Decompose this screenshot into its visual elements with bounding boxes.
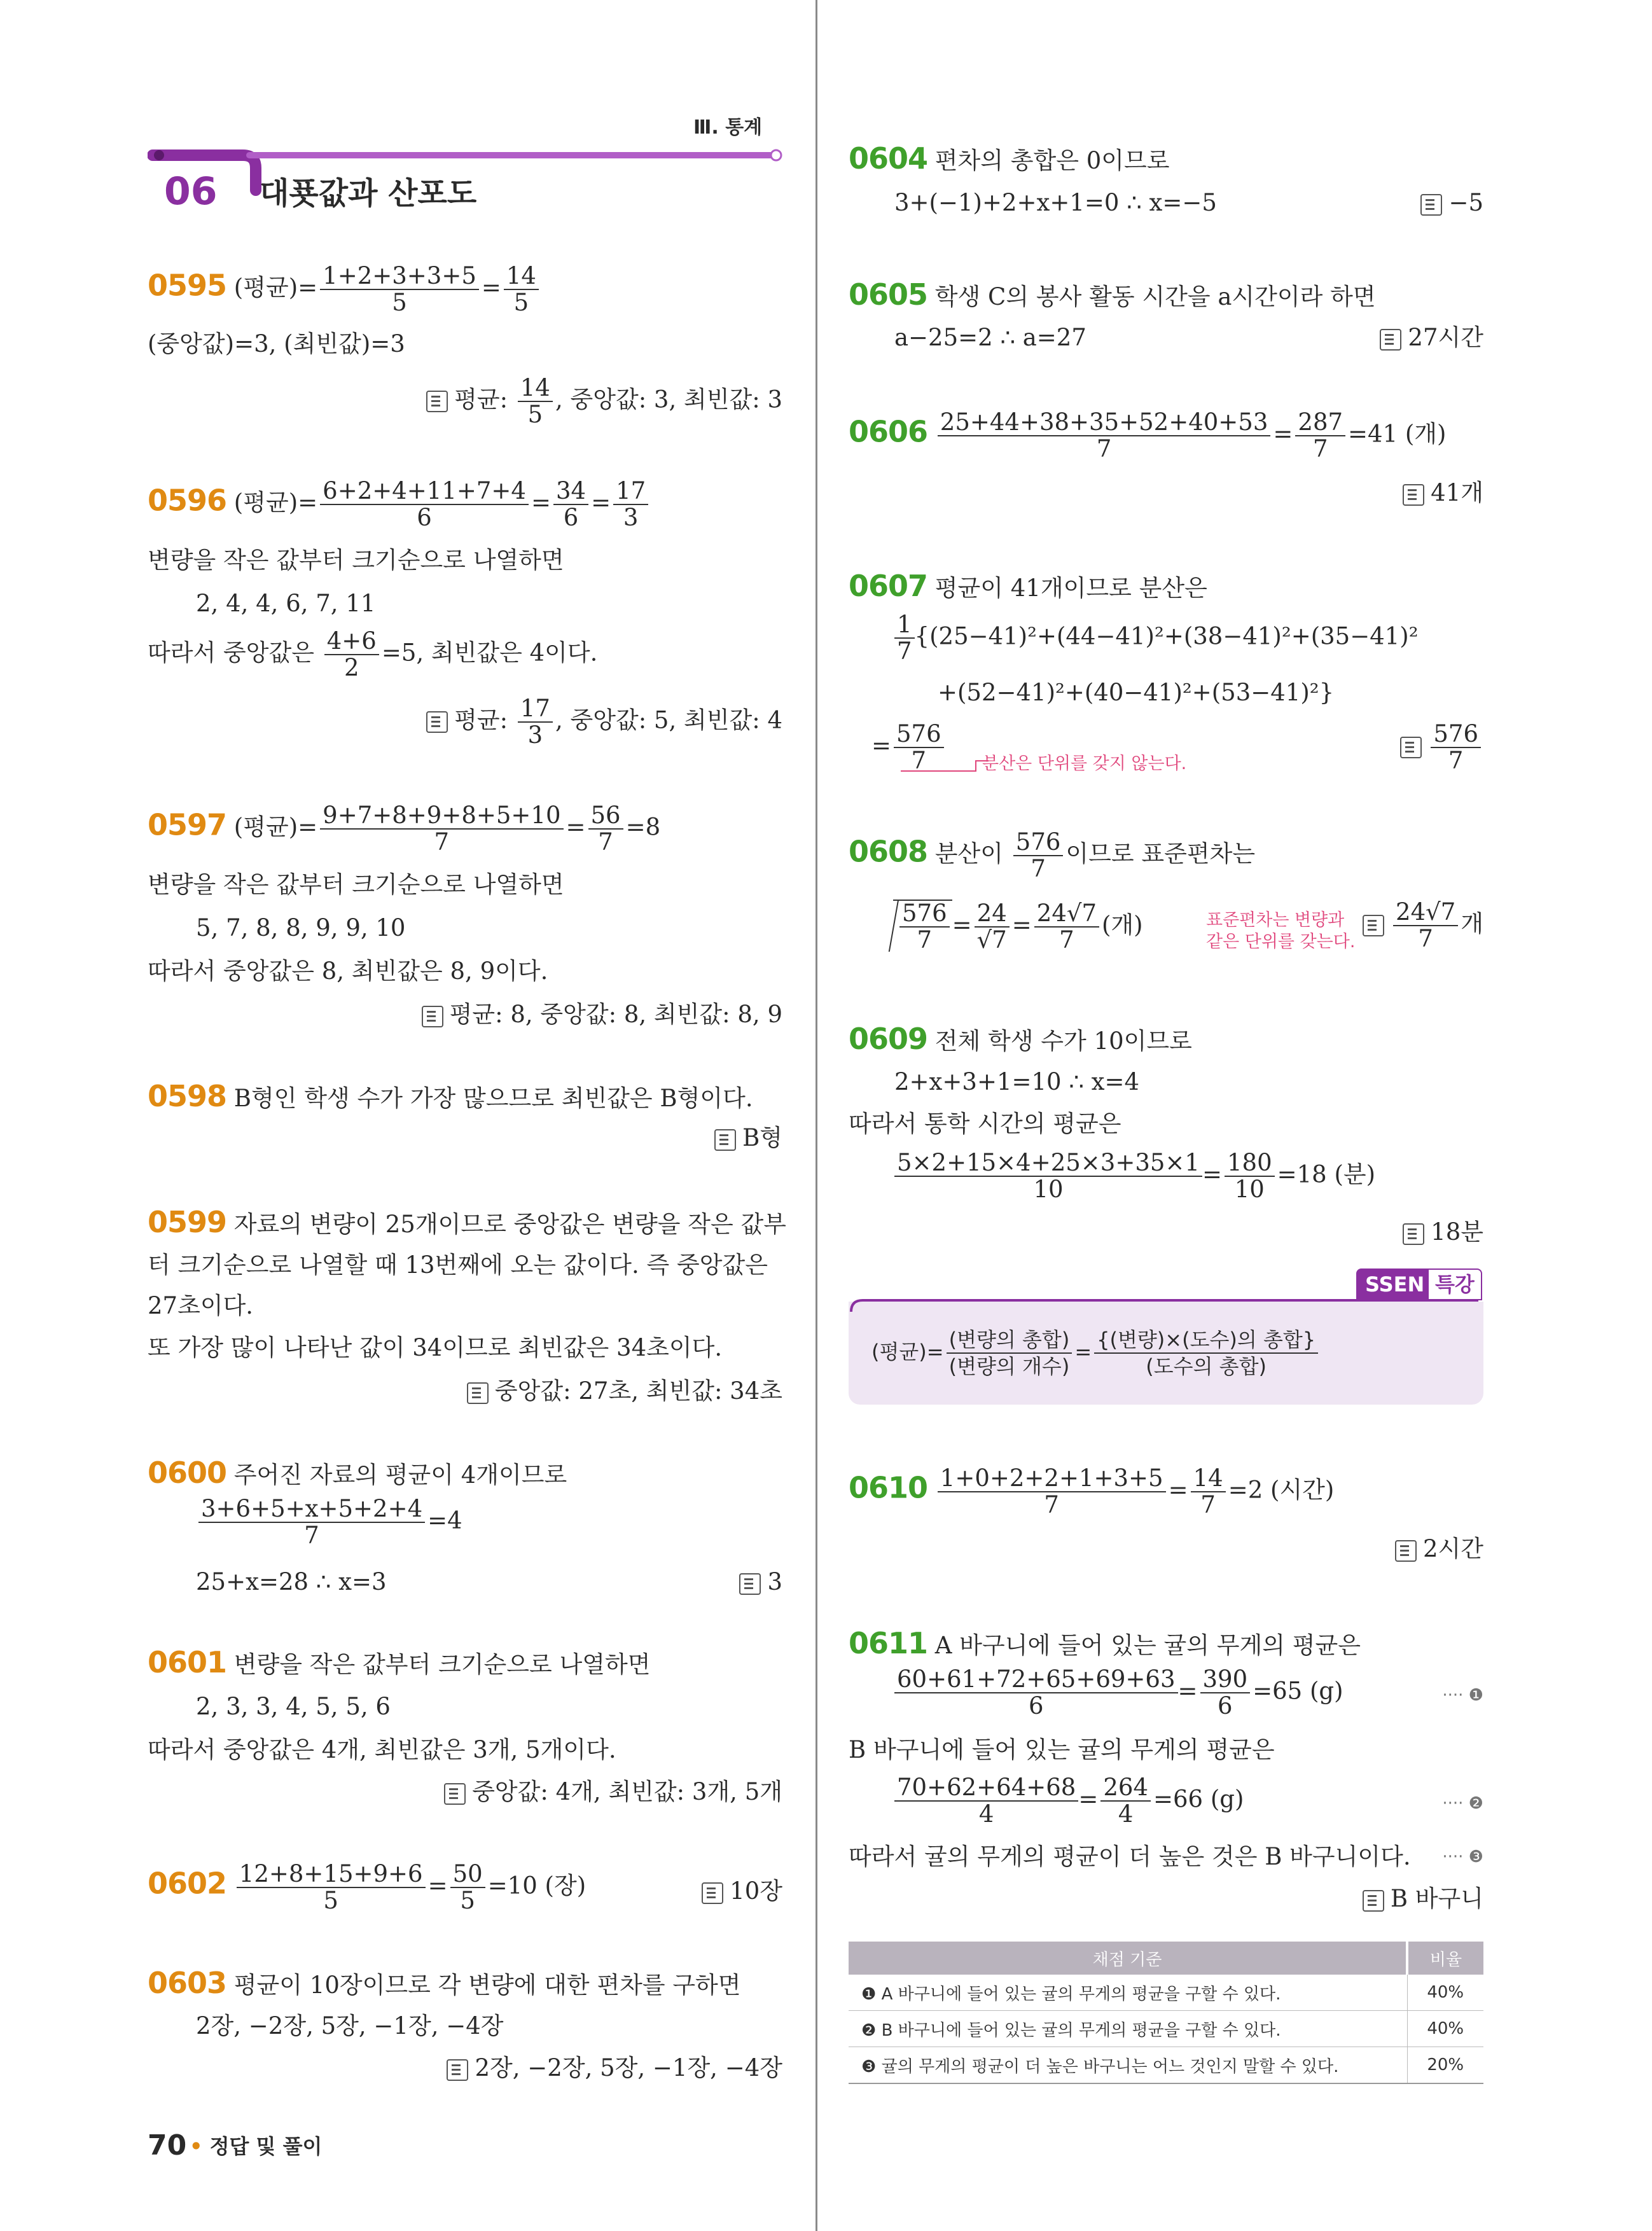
table-cell: ❷ B 바구니에 들어 있는 귤의 무게의 평균을 구할 수 있다.: [849, 2011, 1407, 2047]
answer-icon: [447, 2059, 468, 2081]
answer-0595: 평균: $\frac{14}{5}$ , 중앙값: 3, 최빈값: 3: [148, 375, 782, 427]
problem-0608-line2: $\frac{576}{7}$ = $\frac{24}{√7}$ = $\frac{24√7}{7}$ (개): [875, 900, 1143, 953]
table-header: 비율: [1407, 1942, 1483, 1975]
problem-0599-line3: 27초이다.: [148, 1292, 254, 1319]
problem-0597-line4: 따라서 중앙값은 8, 최빈값은 8, 9이다.: [148, 957, 548, 985]
lecture-tag: 특강: [1427, 1268, 1482, 1300]
answer-0605: 27시간: [849, 323, 1483, 352]
answer-icon: [714, 1129, 736, 1151]
table-cell: 40%: [1407, 2011, 1483, 2047]
answer-0596: 평균: $\frac{17}{3}$ , 중앙값: 5, 최빈값: 4: [148, 696, 782, 748]
problem-0597-line1: 0597 (평균)= $\frac{9+7+8+9+8+5+10}{7}$ = $\frac{56}{7}$ =8: [148, 802, 661, 856]
table-cell: ❶ A 바구니에 들어 있는 귤의 무게의 평균을 구할 수 있다.: [849, 1975, 1407, 2011]
table-header-row: [849, 1942, 1483, 1975]
problem-0607-line4: = $\frac{576}{7}$: [871, 721, 947, 774]
answer-icon: [739, 1573, 761, 1595]
page-number: 70: [148, 2129, 187, 2162]
problem-0601-line1: 0601 변량을 작은 값부터 크기순으로 나열하면: [148, 1645, 651, 1679]
problem-0609-line4: $\frac{5\times 2+15\times 4+25\times 3+35\times 1}{10}$ = $\frac{180}{10}$ =18 (분): [894, 1150, 1375, 1202]
step-marker-2: ···· ❷: [1442, 1794, 1483, 1813]
answer-0601: 중앙값: 4개, 최빈값: 3개, 5개: [148, 1777, 782, 1807]
text: (평균)=: [233, 274, 318, 302]
table-cell: ❸ 귤의 무게의 평균이 더 높은 바구니는 어느 것인지 말할 수 있다.: [849, 2047, 1407, 2084]
fraction: $\frac{1+2+3+3+5}{5}$: [320, 263, 479, 316]
answer-0604: −5: [849, 188, 1483, 218]
problem-0609-line1: 0609 전체 학생 수가 10이므로: [849, 1022, 1192, 1056]
problem-0607-line1: 0607 평균이 41개이므로 분산은: [849, 569, 1207, 603]
answer-icon: [702, 1882, 723, 1904]
problem-0604-line2: 3+(−1)+2+x+1=0 ∴ x=−5: [894, 189, 1217, 216]
table-row: [849, 1975, 1483, 2011]
problem-0605-line2: a−25=2 ∴ a=27: [894, 324, 1086, 351]
note-0607: 분산은 단위를 갖지 않는다.: [982, 754, 1187, 774]
answer-icon: [1380, 329, 1401, 351]
problem-number: 0599: [148, 1205, 227, 1239]
answer-icon: [1403, 1223, 1424, 1245]
answer-0611: B 바구니: [849, 1884, 1483, 1914]
problem-number: 0596: [148, 483, 227, 518]
problem-number: 0604: [849, 141, 928, 176]
problem-0596-line1: 0596 (평균)= $\frac{6+2+4+11+7+4}{6}$ = $\frac{34}{6}$ = $\frac{17}{3}$: [148, 478, 651, 531]
problem-0601-line3: 따라서 중앙값은 4개, 최빈값은 3개, 5개이다.: [148, 1736, 616, 1763]
problem-0599-line2: 터 크기순으로 나열할 때 13번째에 오는 값이다. 즉 중앙값은: [148, 1251, 768, 1279]
problem-0607-line2: $\frac{1}{7}$ {(25−41)²+(44−41)²+(38−41)²+(35−41)²: [894, 612, 1419, 664]
table-cell: 40%: [1407, 1975, 1483, 2011]
problem-number: 0607: [849, 569, 928, 603]
answer-icon: [1420, 194, 1442, 216]
problem-0609-line2: 2+x+3+1=10 ∴ x=4: [894, 1068, 1140, 1095]
answer-icon: [467, 1382, 489, 1404]
answer-0610: 2시간: [849, 1534, 1483, 1564]
bullet-icon: •: [190, 2134, 203, 2158]
table-row: [849, 2047, 1483, 2084]
problem-0600-line2: $\frac{3+6+5+x+5+2+4}{7}$ =4: [196, 1496, 462, 1548]
ssen-formula: (평균)= $\frac{\text{(변량의 총합)}}{\text{(변량의 개수)}}$ = $\frac{\text{\{(변량)×(도수)의 총합\}}}{\text{(도수의 총합)}}$: [871, 1327, 1321, 1379]
answer-0600: 3: [148, 1567, 782, 1597]
problem-0599-line4: 또 가장 많이 나타난 값이 34이므로 최빈값은 34초이다.: [148, 1334, 723, 1361]
footer-label: • 정답 및 풀이: [190, 2134, 323, 2158]
sqrt-symbol: $\frac{576}{7}$: [893, 900, 952, 953]
answer-0606: 41개: [849, 478, 1483, 508]
ssen-tag: SSEN: [1356, 1268, 1433, 1300]
problem-0607-line3: +(52−41)²+(40−41)²+(53−41)²}: [938, 679, 1335, 706]
answer-0599: 중앙값: 27초, 최빈값: 34초: [148, 1377, 782, 1406]
column-divider: [816, 0, 817, 2231]
step-marker-1: ···· ❶: [1442, 1686, 1483, 1705]
problem-number: 0606: [849, 414, 928, 449]
problem-number: 0605: [849, 277, 928, 312]
section-label: Ⅲ. 통계: [693, 116, 763, 139]
answer-icon: [426, 711, 448, 733]
answer-icon: [1363, 1890, 1384, 1912]
problem-number: 0610: [849, 1470, 928, 1505]
problem-0598-line1: 0598 B형인 학생 수가 가장 많으므로 최빈값은 B형이다.: [148, 1079, 753, 1113]
problem-0596-line3: 2, 4, 4, 6, 7, 11: [196, 590, 376, 617]
answer-icon: [1363, 915, 1384, 936]
problem-0600-line3: 25+x=28 ∴ x=3: [196, 1568, 387, 1595]
chapter-number: 06: [164, 169, 218, 214]
problem-0600-line1: 0600 주어진 자료의 평균이 4개이므로: [148, 1456, 567, 1490]
answer-icon: [426, 391, 448, 412]
problem-0611-line4: $\frac{70+62+64+68}{4}$ = $\frac{264}{4}$ =66 (g): [894, 1775, 1244, 1827]
problem-number: 0608: [849, 834, 928, 869]
problem-0595-line1: 0595 (평균)= $\frac{1+2+3+3+5}{5}$ = $\frac{14}{5}$: [148, 263, 541, 316]
step-marker-3: ···· ❸: [1442, 1847, 1483, 1866]
answer-0602: 10장: [148, 1877, 782, 1906]
fraction: $\frac{14}{5}$: [504, 263, 539, 316]
answer-icon: [444, 1783, 466, 1805]
problem-number: 0602: [148, 1866, 227, 1901]
problem-0605-line1: 0605 학생 C의 봉사 활동 시간을 a시간이라 하면: [849, 277, 1376, 312]
problem-0609-line3: 따라서 통학 시간의 평균은: [849, 1110, 1121, 1137]
note-0608: 표준편차는 변량과 같은 단위를 갖는다.: [1206, 910, 1356, 952]
problem-0611-line1: 0611 A 바구니에 들어 있는 귤의 무게의 평균은: [849, 1626, 1361, 1660]
answer-icon: [422, 1006, 443, 1027]
problem-number: 0598: [148, 1079, 227, 1113]
answer-0603: 2장, −2장, 5장, −1장, −4장: [148, 2054, 782, 2083]
problem-0604-line1: 0604 편차의 총합은 0이므로: [849, 141, 1170, 176]
problem-0596-line2: 변량을 작은 값부터 크기순으로 나열하면: [148, 546, 564, 574]
problem-0595-line2: (중앙값)=3, (최빈값)=3: [148, 330, 405, 358]
answer-0597: 평균: 8, 중앙값: 8, 최빈값: 8, 9: [148, 1000, 782, 1029]
table-cell: 20%: [1407, 2047, 1483, 2084]
table-row: [849, 2011, 1483, 2047]
answer-0608: $\frac{24√7}{7}$ 개: [849, 900, 1483, 952]
answer-0607: $\frac{576}{7}$: [849, 721, 1483, 774]
problem-0603-line2: 2장, −2장, 5장, −1장, −4장: [196, 2012, 504, 2040]
answer-0598: B형: [148, 1123, 782, 1153]
problem-0610-line1: 0610 $\frac{1+0+2+2+1+3+5}{7}$ = $\frac{14}{7}$ =2 (시간): [849, 1464, 1335, 1519]
table-header: 채점 기준: [849, 1942, 1407, 1975]
problem-0611-line5: 따라서 귤의 무게의 평균이 더 높은 것은 B 바구니이다.: [849, 1843, 1411, 1870]
problem-0611-line2: $\frac{60+61+72+65+69+63}{6}$ = $\frac{390}{6}$ =65 (g): [894, 1667, 1343, 1719]
problem-number: 0600: [148, 1456, 227, 1490]
grading-table: [849, 1942, 1483, 2084]
answer-icon: [1395, 1540, 1417, 1562]
problem-0602-line1: 0602 $\frac{12+8+15+9+6}{5}$ = $\frac{50}{5}$ =10 (장): [148, 1860, 587, 1914]
problem-number: 0603: [148, 1966, 227, 2000]
problem-number: 0595: [148, 268, 227, 303]
chapter-title: 대푯값과 산포도: [260, 176, 477, 211]
problem-0608-line1: 0608 분산이 $\frac{576}{7}$ 이므로 표준편차는: [849, 828, 1256, 882]
answer-icon: [1400, 737, 1422, 758]
problem-0597-line2: 변량을 작은 값부터 크기순으로 나열하면: [148, 871, 564, 898]
problem-0606-line1: 0606 $\frac{25+44+38+35+52+40+53}{7}$ = $\frac{287}{7}$ =41 (개): [849, 408, 1447, 462]
problem-number: 0601: [148, 1645, 227, 1679]
problem-0611-line3: B 바구니에 들어 있는 귤의 무게의 평균은: [849, 1736, 1275, 1763]
problem-0597-line3: 5, 7, 8, 8, 9, 9, 10: [196, 914, 406, 942]
problem-0601-line2: 2, 3, 3, 4, 5, 5, 6: [196, 1693, 391, 1720]
problem-number: 0609: [849, 1022, 928, 1056]
problem-number: 0597: [148, 807, 227, 842]
problem-0599-line1: 0599 자료의 변량이 25개이므로 중앙값은 변량을 작은 값부: [148, 1205, 787, 1239]
problem-0596-line4: 따라서 중앙값은 $\frac{4+6}{2}$ =5, 최빈값은 4이다.: [148, 627, 598, 681]
problem-0603-line1: 0603 평균이 10장이므로 각 변량에 대한 편차를 구하면: [148, 1966, 741, 2000]
answer-0609: 18분: [849, 1218, 1483, 1247]
problem-number: 0611: [849, 1626, 928, 1660]
answer-icon: [1403, 484, 1424, 506]
